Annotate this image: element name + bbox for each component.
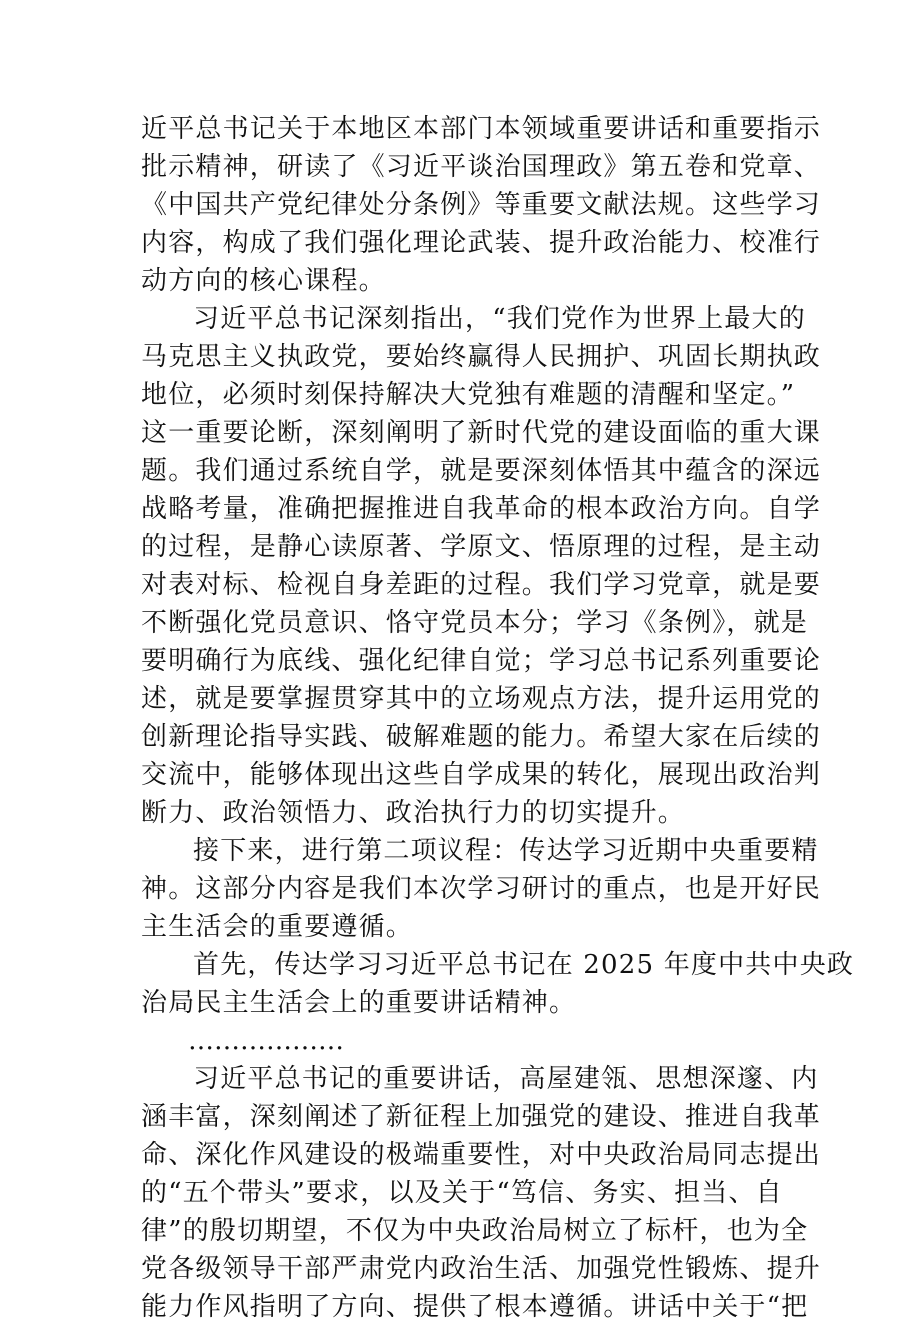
text-line: 对表对标、检视自身差距的过程。我们学习党章，就是要 xyxy=(141,570,822,600)
text-line: 治局民主生活会上的重要讲话精神。 xyxy=(141,988,577,1018)
text-line: 内容，构成了我们强化理论武装、提升政治能力、校准行 xyxy=(141,228,822,258)
text-line: 这一重要论断，深刻阐明了新时代党的建设面临的重大课 xyxy=(141,418,822,448)
text-line: 战略考量，准确把握推进自我革命的根本政治方向。自学 xyxy=(141,494,822,524)
text-line: 神。这部分内容是我们本次学习研讨的重点，也是开好民 xyxy=(141,874,822,904)
paragraph xyxy=(141,1060,822,1326)
text-line: 习近平总书记的重要讲话，高屋建瓴、思想深邃、内 xyxy=(193,1064,819,1094)
text-line: 批示精神，研读了《习近平谈治国理政》第五卷和党章、 xyxy=(141,152,822,182)
text-line: 交流中，能够体现出这些自学成果的转化，展现出政治判 xyxy=(141,760,822,790)
text-line: 《中国共产党纪律处分条例》等重要文献法规。这些学习 xyxy=(141,190,822,220)
text-line: 首先，传达学习习近平总书记在 2025 年度中共中央政 xyxy=(193,950,855,980)
text-line: 创新理论指导实践、破解难题的能力。希望大家在后续的 xyxy=(141,722,822,752)
text-line: 题。我们通过系统自学，就是要深刻体悟其中蕴含的深远 xyxy=(141,456,822,486)
text-line: 能力作风指明了方向、提供了根本遵循。讲话中关于“把 xyxy=(141,1292,809,1322)
text-line: 的过程，是静心读原著、学原文、悟原理的过程，是主动 xyxy=(141,532,822,562)
text-line: 习近平总书记深刻指出，“我们党作为世界上最大的 xyxy=(193,304,806,334)
text-line: 述，就是要掌握贯穿其中的立场观点方法，提升运用党的 xyxy=(141,684,822,714)
text-line: 涵丰富，深刻阐述了新征程上加强党的建设、推进自我革 xyxy=(141,1102,822,1132)
paragraph xyxy=(141,300,822,832)
section-separator: ……………… xyxy=(188,1026,344,1056)
text-line: 接下来，进行第二项议程：传达学习近期中央重要精 xyxy=(193,836,819,866)
text-line: 党各级领导干部严肃党内政治生活、加强党性锻炼、提升 xyxy=(141,1254,822,1284)
text-line: 不断强化党员意识、恪守党员本分；学习《条例》，就是 xyxy=(141,608,809,638)
text-line: 断力、政治领悟力、政治执行力的切实提升。 xyxy=(141,798,686,828)
text-line: 律”的殷切期望，不仅为中央政治局树立了标杆，也为全 xyxy=(141,1216,809,1246)
text-line: 的“五个带头”要求，以及关于“笃信、务实、担当、自 xyxy=(141,1178,783,1208)
text-line: 主生活会的重要遵循。 xyxy=(141,912,414,942)
document-body xyxy=(141,110,855,1326)
paragraph xyxy=(141,110,822,300)
text-line: 命、深化作风建设的极端重要性，对中央政治局同志提出 xyxy=(141,1140,822,1170)
text-line: 近平总书记关于本地区本部门本领域重要讲话和重要指示 xyxy=(141,114,822,144)
text-line: 马克思主义执政党，要始终赢得人民拥护、巩固长期执政 xyxy=(141,342,822,372)
text-line: 动方向的核心课程。 xyxy=(141,266,386,296)
paragraph xyxy=(141,832,822,946)
text-line: 要明确行为底线、强化纪律自觉；学习总书记系列重要论 xyxy=(141,646,822,676)
paragraph xyxy=(141,946,855,1022)
text-line: 地位，必须时刻保持解决大党独有难题的清醒和坚定。” xyxy=(141,380,796,410)
